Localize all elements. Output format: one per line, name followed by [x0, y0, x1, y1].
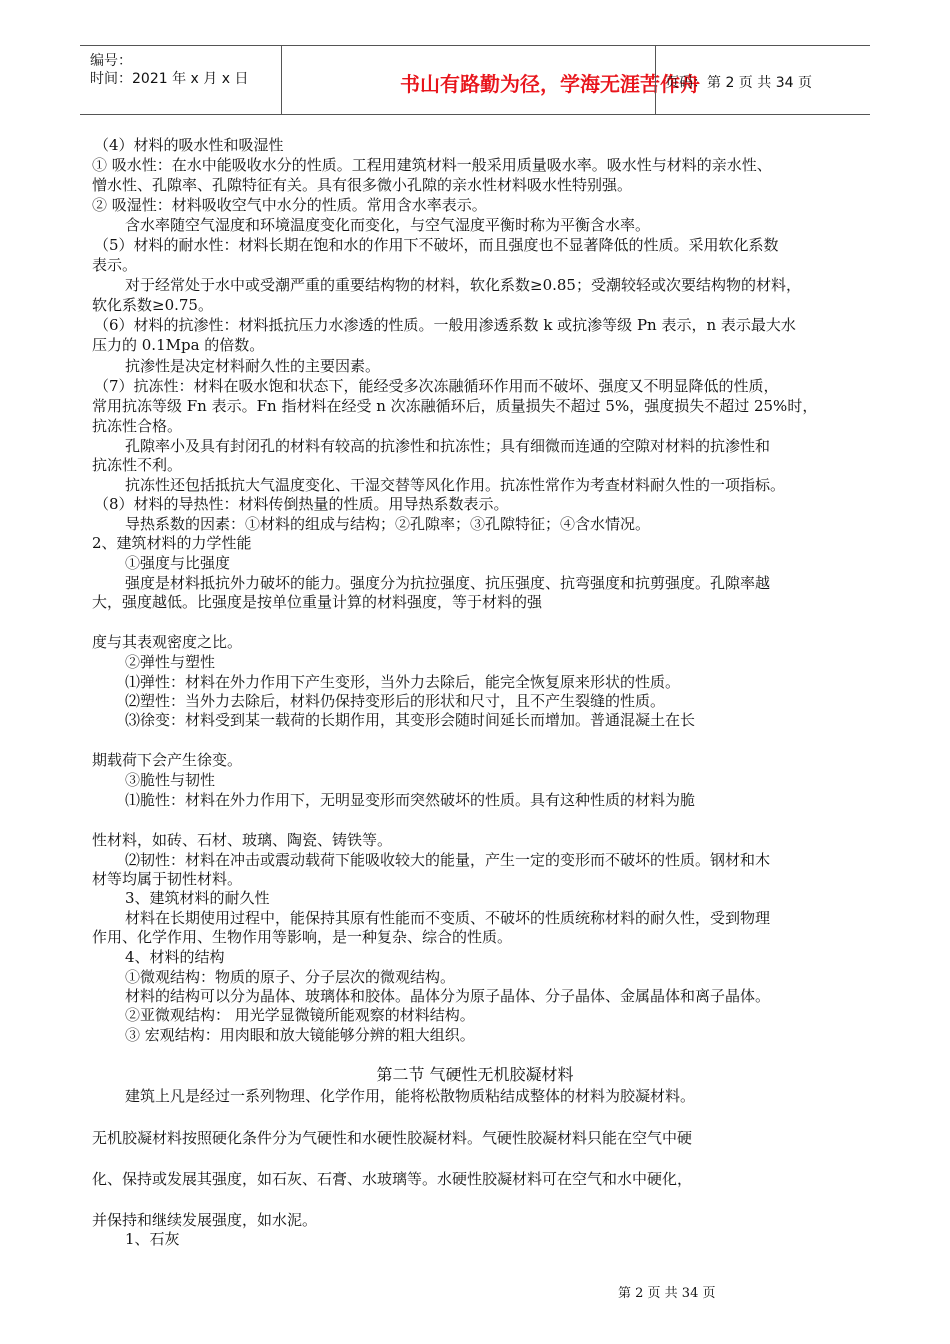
- section-heading: 2、建筑材料的力学性能: [92, 534, 252, 552]
- text-line: 作用、化学作用、生物作用等影响，是一种复杂、综合的性质。: [92, 928, 513, 946]
- text-line: 化、保持或发展其强度，如石灰、石膏、水玻璃等。水硬性胶凝材料可在空气和水中硬化，: [92, 1170, 693, 1188]
- text-line: ⑵韧性：材料在冲击或震动载荷下能吸收较大的能量，产生一定的变形而不破坏的性质。钢材和木: [125, 851, 771, 869]
- text-line: ①微观结构：物质的原子、分子层次的微观结构。: [125, 968, 456, 986]
- text-line: 并保持和继续发展强度，如水泥。: [92, 1211, 318, 1229]
- section-heading: （5）材料的耐水性：材料长期在饱和水的作用下不破坏，而且强度也不显著降低的性质。采用软化系数: [94, 236, 779, 254]
- subsection-heading: ①强度与比强度: [125, 554, 231, 572]
- section-heading: （6）材料的抗渗性：材料抵抗压力水渗透的性质。一般用渗透系数 k 或抗渗等级 Pn 表示，n 表示最大水: [94, 316, 796, 334]
- text-line: 材料在长期使用过程中，能保持其原有性能而不变质、不破坏的性质统称材料的耐久性，受到物理: [125, 909, 771, 927]
- text-line: 强度是材料抵抗外力破坏的能力。强度分为抗拉强度、抗压强度、抗弯强度和抗剪强度。孔隙率越: [125, 574, 771, 592]
- subsection-heading: ②弹性与塑性: [125, 653, 216, 671]
- header-motto: 书山有路勤为径，学海无涯苦作舟: [400, 72, 700, 96]
- text-line: ③ 宏观结构：用肉眼和放大镜能够分辨的粗大组织。: [125, 1026, 475, 1044]
- text-line: 表示。: [92, 256, 138, 274]
- chapter-section-title: 第二节 气硬性无机胶凝材料: [376, 1065, 574, 1084]
- page-header: [80, 45, 870, 115]
- text-line: 对于经常处于水中或受潮严重的重要结构物的材料，软化系数≥0.85；受潮较轻或次要结构物的材料，: [125, 276, 801, 294]
- page-number-label: 页码：第 2 页 共 34 页: [665, 75, 812, 91]
- text-line: ②亚微观结构： 用光学显微镜所能观察的材料结构。: [125, 1006, 475, 1024]
- header-divider: [655, 46, 656, 114]
- text-line: ⑴脆性：材料在外力作用下，无明显变形而突然破坏的性质。具有这种性质的材料为脆: [125, 791, 696, 809]
- text-line: 期载荷下会产生徐变。: [92, 751, 243, 769]
- text-line: 材料的结构可以分为晶体、玻璃体和胶体。晶体分为原子晶体、分子晶体、金属晶体和离子晶体。: [125, 987, 771, 1005]
- text-line: 无机胶凝材料按照硬化条件分为气硬性和水硬性胶凝材料。气硬性胶凝材料只能在空气中硬: [92, 1129, 693, 1147]
- text-line: 含水率随空气湿度和环境温度变化而变化，与空气湿度平衡时称为平衡含水率。: [125, 216, 651, 234]
- text-line: 导热系数的因素：①材料的组成与结构；②孔隙率；③孔隙特征；④含水情况。: [125, 515, 651, 533]
- text-line: 抗冻性合格。: [92, 417, 183, 435]
- section-heading: （8）材料的导热性：材料传倒热量的性质。用导热系数表示。: [94, 495, 509, 513]
- text-line: 性材料，如砖、石材、玻璃、陶瓷、铸铁等。: [92, 831, 393, 849]
- text-line: 软化系数≥0.75。: [92, 296, 213, 314]
- text-line: 度与其表观密度之比。: [92, 633, 243, 651]
- section-heading: （4）材料的吸水性和吸湿性: [94, 136, 284, 154]
- document-date: 时间：2021 年 x 月 x 日: [90, 71, 249, 87]
- section-heading: 1、石灰: [125, 1230, 180, 1248]
- subsection-heading: ③脆性与韧性: [125, 771, 216, 789]
- page-footer: 第 2 页 共 34 页: [618, 1286, 716, 1301]
- text-line: 常用抗冻等级 Fn 表示。Fn 指材料在经受 n 次冻融循环后，质量损失不超过 5%，强度损失不超过 25%时，: [92, 397, 818, 415]
- text-line: ⑴弹性：材料在外力作用下产生变形，当外力去除后，能完全恢复原来形状的性质。: [125, 673, 681, 691]
- text-line: ② 吸湿性：材料吸收空气中水分的性质。常用含水率表示。: [92, 196, 487, 214]
- text-line: 大，强度越低。比强度是按单位重量计算的材料强度，等于材料的强: [92, 593, 543, 611]
- text-line: 孔隙率小及具有封闭孔的材料有较高的抗渗性和抗冻性；具有细微而连通的空隙对材料的抗渗性和: [125, 437, 771, 455]
- text-line: 憎水性、孔隙率、孔隙特征有关。具有很多微小孔隙的亲水性材料吸水性特别强。: [92, 176, 633, 194]
- document-number-label: 编号：: [90, 53, 132, 69]
- header-divider: [281, 46, 282, 114]
- text-line: ① 吸水性：在水中能吸收水分的性质。工程用建筑材料一般采用质量吸水率。吸水性与材料的亲水性、: [92, 156, 772, 174]
- text-line: 建筑上凡是经过一系列物理、化学作用，能将松散物质粘结成整体的材料为胶凝材料。: [125, 1087, 696, 1105]
- section-heading: （7）抗冻性：材料在吸水饱和状态下，能经受多次冻融循环作用而不破坏、强度又不明显降低的性质，: [94, 377, 779, 395]
- section-heading: 3、建筑材料的耐久性: [125, 889, 270, 907]
- text-line: 抗冻性还包括抵抗大气温度变化、干湿交替等风化作用。抗冻性常作为考查材料耐久性的一项指标。: [125, 476, 786, 494]
- section-heading: 4、材料的结构: [125, 948, 225, 966]
- text-line: ⑶徐变：材料受到某一载荷的长期作用，其变形会随时间延长而增加。普通混凝土在长: [125, 711, 696, 729]
- text-line: 抗冻性不利。: [92, 456, 183, 474]
- text-line: 抗渗性是决定材料耐久性的主要因素。: [125, 357, 381, 375]
- text-line: 材等均属于韧性材料。: [92, 870, 243, 888]
- text-line: 压力的 0.1Mpa 的倍数。: [92, 336, 265, 354]
- text-line: ⑵塑性：当外力去除后，材料仍保持变形后的形状和尺寸，且不产生裂缝的性质。: [125, 692, 666, 710]
